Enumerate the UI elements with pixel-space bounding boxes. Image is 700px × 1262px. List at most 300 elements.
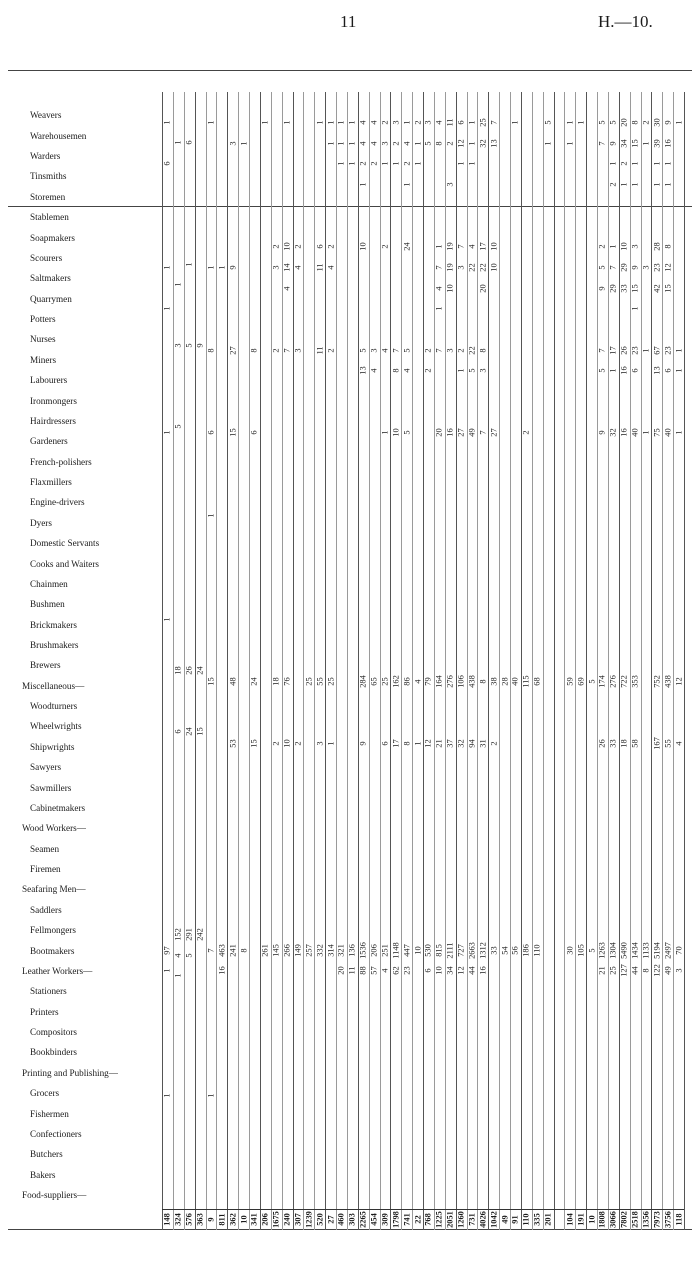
occupation-label: Wheelwrights — [30, 721, 82, 732]
table-cell-value: 1 — [336, 120, 346, 125]
table-cell-value: 2 — [641, 120, 651, 125]
table-top-rule — [8, 70, 692, 71]
table-cell-value: 1808 — [597, 1210, 607, 1228]
table-cell-value: 17 — [478, 242, 488, 251]
table-cell-value: 27 — [489, 428, 499, 438]
table-cell-value: 29 — [608, 283, 618, 293]
table-cell-value: 9 — [358, 741, 368, 746]
table-cell-value: 9 — [608, 141, 618, 146]
table-cell-value: 1 — [456, 368, 466, 373]
table-cell-value: 4026 — [478, 1210, 488, 1228]
table-cell-value: 2 — [271, 348, 281, 353]
table-cell-value: 27 — [456, 428, 466, 438]
table-cell-value: 1 — [162, 430, 172, 435]
column-rule — [673, 92, 674, 1230]
table-cell-value: 1 — [663, 182, 673, 187]
table-cell-value: 240 — [282, 1212, 292, 1226]
table-cell-value: 321 — [336, 943, 346, 957]
table-cell-value: 97 — [162, 945, 172, 955]
table-cell-value: 28 — [500, 677, 510, 686]
table-cell-value: 2 — [358, 161, 368, 166]
table-cell-value: 5490 — [619, 941, 629, 959]
table-cell-value: 8 — [630, 120, 640, 125]
occupation-label: Sawmillers — [30, 782, 72, 793]
column-rule — [423, 92, 424, 1230]
table-cell-value: 2518 — [630, 1210, 640, 1228]
table-cell-value: 40 — [630, 428, 640, 438]
table-cell-value: 7802 — [619, 1210, 629, 1228]
table-cell-value: 191 — [576, 1212, 586, 1226]
table-cell-value: 26 — [597, 739, 607, 748]
table-cell-value: 2 — [271, 244, 281, 249]
occupation-label: Brewers — [30, 660, 61, 671]
occupation-label: Stationers — [30, 986, 67, 997]
table-cell-value: 1 — [206, 265, 216, 270]
table-cell-value: 25 — [478, 118, 488, 127]
table-cell-value: 6 — [184, 140, 194, 145]
occupation-label: Potters — [30, 314, 56, 325]
table-cell-value: 110 — [521, 1213, 531, 1226]
table-cell-value: 324 — [173, 1213, 183, 1226]
table-cell-value: 7 — [206, 948, 216, 953]
column-rule — [684, 92, 685, 1230]
table-cell-value: 1 — [173, 140, 183, 145]
table-cell-value: 1 — [162, 265, 172, 270]
table-cell-value: 362 — [228, 1212, 238, 1226]
table-cell-value: 1 — [358, 182, 368, 187]
table-cell-value: 2 — [423, 368, 433, 373]
table-cell-value: 438 — [467, 674, 477, 688]
table-cell-value: 284 — [358, 674, 368, 688]
occupation-label: Butchers — [30, 1149, 63, 1160]
table-cell-value: 2 — [521, 430, 531, 435]
table-cell-value: 88 — [358, 966, 368, 976]
table-cell-value: 5 — [597, 265, 607, 270]
table-cell-value: 1 — [630, 306, 640, 311]
table-cell-value: 5 — [184, 953, 194, 958]
document-reference: H.—10. — [598, 12, 653, 31]
table-cell-value: 3 — [391, 120, 401, 125]
table-cell-value: 1 — [413, 741, 423, 746]
table-cell-value: 6 — [315, 244, 325, 249]
occupation-label: Fishermen — [30, 1108, 69, 1119]
table-cell-value: 20 — [619, 118, 629, 127]
table-cell-value: 21 — [434, 739, 444, 748]
table-cell-value: 1 — [391, 161, 401, 166]
table-cell-value: 1 — [413, 141, 423, 146]
table-cell-value: 106 — [456, 674, 466, 688]
table-cell-value: 10 — [445, 283, 455, 293]
table-cell-value: 2 — [402, 161, 412, 166]
table-cell-value: 9 — [663, 120, 673, 125]
table-cell-value: 1304 — [608, 941, 618, 959]
table-cell-value: 54 — [500, 945, 510, 955]
page-number: 11 — [340, 12, 357, 31]
table-cell-value: 1 — [674, 368, 684, 373]
table-cell-value: 27 — [228, 345, 238, 355]
table-cell-value: 2 — [326, 244, 336, 249]
table-cell-value: 206 — [260, 1212, 270, 1226]
table-cell-value: 2 — [608, 182, 618, 187]
category-label: Miscellaneous— — [22, 680, 85, 691]
table-cell-value: 12 — [674, 677, 684, 686]
table-cell-value: 5 — [423, 141, 433, 146]
table-cell-value: 16 — [217, 966, 227, 976]
occupation-label: Flaxmillers — [30, 477, 72, 488]
table-cell-value: 23 — [630, 345, 640, 355]
table-cell-value: 4 — [293, 265, 303, 270]
table-cell-value: 768 — [423, 1212, 433, 1226]
table-cell-value: 11 — [445, 118, 455, 127]
table-cell-value: 447 — [402, 943, 412, 957]
table-cell-value: 115 — [521, 675, 531, 688]
table-cell-value: 149 — [293, 943, 303, 957]
table-cell-value: 1356 — [641, 1210, 651, 1228]
table-cell-value: 6 — [423, 968, 433, 973]
data-grid — [162, 92, 684, 1230]
table-cell-value: 10 — [391, 428, 401, 438]
table-cell-value: 4 — [282, 285, 292, 291]
table-cell-value: 1 — [206, 1092, 216, 1098]
table-cell-value: 4 — [434, 120, 444, 125]
table-cell-value: 68 — [532, 677, 542, 686]
table-cell-value: 6 — [630, 368, 640, 373]
table-cell-value: 9 — [630, 265, 640, 270]
table-cell-value: 2 — [326, 348, 336, 353]
table-cell-value: 309 — [380, 1212, 390, 1226]
table-cell-value: 7973 — [652, 1210, 662, 1228]
table-cell-value: 18 — [173, 666, 183, 675]
occupation-label: Brickmakers — [30, 619, 77, 630]
table-cell-value: 454 — [369, 1212, 379, 1226]
table-cell-value: 1 — [380, 161, 390, 166]
occupation-label: Scourers — [30, 252, 63, 263]
table-cell-value: 48 — [228, 677, 238, 686]
table-cell-value: 1042 — [489, 1210, 499, 1228]
table-cell-value: 3 — [369, 348, 379, 353]
occupation-label: Hairdressers — [30, 415, 76, 426]
table-cell-value: 1 — [641, 141, 651, 146]
column-rule — [575, 92, 576, 1230]
table-cell-value: 5 — [543, 120, 553, 125]
table-cell-value: 8 — [402, 741, 412, 746]
table-cell-value: 1 — [184, 262, 194, 267]
table-cell-value: 460 — [336, 1212, 346, 1226]
occupation-label: Domestic Servants — [30, 538, 100, 549]
table-cell-value: 24 — [195, 666, 205, 675]
table-cell-value: 4 — [402, 141, 412, 146]
occupation-label: Saddlers — [30, 904, 62, 915]
table-cell-value: 1 — [608, 244, 618, 249]
occupation-label: Cooks and Waiters — [30, 558, 100, 569]
table-cell-value: 15 — [630, 139, 640, 148]
table-cell-value: 16 — [445, 428, 455, 438]
table-cell-value: 2265 — [358, 1210, 368, 1228]
table-cell-value: 3 — [445, 348, 455, 353]
table-cell-value: 22 — [413, 1214, 423, 1224]
table-cell-value: 10 — [239, 1214, 249, 1224]
table-cell-value: 1 — [206, 120, 216, 125]
category-label: Seafaring Men— — [22, 884, 86, 895]
table-cell-value: 57 — [369, 966, 379, 976]
table-cell-value: 25 — [380, 677, 390, 686]
table-cell-value: 2 — [619, 161, 629, 166]
occupation-label: Stablemen — [30, 212, 69, 223]
table-cell-value: 5 — [597, 120, 607, 125]
table-cell-value: 1 — [641, 348, 651, 353]
column-rule — [532, 92, 533, 1230]
table-cell-value: 18 — [619, 739, 629, 748]
table-cell-value: 8 — [206, 348, 216, 353]
table-cell-value: 1 — [510, 120, 520, 125]
table-cell-value: 741 — [402, 1212, 412, 1226]
table-cell-value: 2 — [369, 161, 379, 166]
table-cell-value: 1 — [162, 306, 172, 311]
table-cell-value: 32 — [456, 739, 466, 748]
table-cell-value: 2 — [391, 141, 401, 146]
table-cell-value: 1 — [630, 161, 640, 166]
table-cell-value: 241 — [228, 943, 238, 957]
table-cell-value: 3 — [641, 265, 651, 270]
table-cell-value: 122 — [652, 964, 662, 978]
table-cell-value: 1 — [347, 161, 357, 166]
table-cell-value: 19 — [445, 242, 455, 251]
table-cell-value: 266 — [282, 943, 292, 957]
occupation-label: Labourers — [30, 375, 68, 386]
table-cell-value: 37 — [445, 739, 455, 748]
table-cell-value: 15 — [630, 283, 640, 293]
table-cell-value: 1798 — [391, 1210, 401, 1228]
table-cell-value: 1 — [674, 348, 684, 353]
table-cell-value: 75 — [652, 428, 662, 438]
table-cell-value: 2 — [456, 348, 466, 353]
column-rule — [336, 92, 337, 1230]
table-cell-value: 1675 — [271, 1210, 281, 1228]
occupation-label: Storemen — [30, 191, 66, 202]
occupation-label: Dyers — [30, 517, 52, 528]
category-label: Printing and Publishing— — [22, 1067, 118, 1078]
table-cell-value: 8 — [391, 368, 401, 373]
table-cell-value: 55 — [315, 677, 325, 686]
table-cell-value: 10 — [282, 242, 292, 251]
table-cell-value: 4 — [173, 953, 183, 958]
table-cell-value: 731 — [467, 1212, 477, 1226]
table-cell-value: 7 — [478, 430, 488, 435]
table-cell-value: 9 — [206, 1217, 216, 1222]
table-cell-value: 1 — [162, 1092, 172, 1098]
table-cell-value: 251 — [380, 943, 390, 957]
column-rule — [303, 92, 304, 1230]
table-cell-value: 2663 — [467, 941, 477, 959]
table-cell-value: 7 — [391, 348, 401, 353]
table-cell-value: 1 — [173, 282, 183, 287]
table-cell-value: 276 — [608, 674, 618, 688]
table-cell-value: 7 — [597, 348, 607, 353]
table-cell-value: 576 — [184, 1213, 194, 1226]
table-cell-value: 20 — [434, 428, 444, 438]
table-cell-value: 1 — [467, 120, 477, 125]
table-cell-value: 1 — [380, 430, 390, 435]
occupation-label: Warehousemen — [30, 130, 87, 141]
table-cell-value: 69 — [576, 677, 586, 686]
table-cell-value: 53 — [228, 739, 238, 748]
occupation-label: Fellmongers — [30, 925, 76, 936]
table-cell-value: 8 — [434, 141, 444, 146]
table-cell-value: 1536 — [358, 941, 368, 959]
table-cell-value: 49 — [500, 1214, 510, 1224]
occupation-label: Bootmakers — [30, 945, 75, 956]
occupation-label: Confectioners — [30, 1128, 82, 1139]
table-cell-value: 21 — [597, 966, 607, 976]
column-rule — [347, 92, 348, 1230]
table-cell-value: 1260 — [456, 1210, 466, 1228]
table-cell-value: 1 — [576, 120, 586, 125]
table-cell-value: 811 — [217, 1213, 227, 1226]
table-cell-value: 15 — [228, 428, 238, 438]
table-cell-value: 1 — [315, 120, 325, 125]
table-cell-value: 3 — [456, 265, 466, 270]
table-cell-value: 67 — [652, 345, 662, 355]
table-cell-value: 10 — [282, 739, 292, 748]
table-cell-value: 5 — [402, 348, 412, 353]
table-cell-value: 1 — [652, 161, 662, 166]
table-cell-value: 1 — [282, 120, 292, 125]
table-cell-value: 276 — [445, 674, 455, 688]
table-cell-value: 3 — [630, 244, 640, 249]
column-rule — [238, 92, 239, 1230]
table-cell-value: 1 — [326, 741, 336, 746]
table-cell-value: 314 — [326, 943, 336, 957]
column-rule — [586, 92, 587, 1230]
table-cell-value: 1 — [336, 161, 346, 166]
table-cell-value: 23 — [652, 263, 662, 272]
table-cell-value: 5194 — [652, 941, 662, 959]
table-cell-value: 27 — [326, 1214, 336, 1224]
occupation-label: French-polishers — [30, 456, 92, 467]
table-cell-value: 2497 — [663, 941, 673, 959]
table-cell-value: 30 — [565, 945, 575, 955]
table-cell-value: 1 — [619, 182, 629, 187]
table-cell-value: 33 — [608, 739, 618, 748]
table-cell-value: 5 — [608, 120, 618, 125]
table-cell-value: 55 — [663, 739, 673, 748]
table-cell-value: 1 — [674, 430, 684, 435]
table-cell-value: 49 — [663, 966, 673, 976]
table-cell-value: 33 — [619, 283, 629, 293]
table-cell-value: 1312 — [478, 941, 488, 959]
table-cell-value: 14 — [282, 263, 292, 272]
table-cell-value: 2 — [271, 741, 281, 746]
table-cell-value: 62 — [391, 966, 401, 976]
table-cell-value: 5 — [467, 368, 477, 373]
table-cell-value: 7 — [434, 265, 444, 270]
column-rule — [369, 92, 370, 1230]
table-cell-value: 22 — [478, 263, 488, 272]
table-cell-value: 30 — [652, 118, 662, 127]
table-cell-value: 7 — [608, 265, 618, 270]
table-cell-value: 242 — [195, 928, 205, 942]
table-cell-value: 7 — [597, 141, 607, 146]
table-cell-value: 23 — [402, 966, 412, 976]
table-cell-value: 9 — [597, 430, 607, 435]
table-cell-value: 2 — [489, 741, 499, 746]
column-rule — [510, 92, 511, 1230]
category-label: Wood Workers— — [22, 823, 86, 834]
table-cell-value: 6 — [456, 120, 466, 125]
table-cell-value: 1 — [565, 120, 575, 125]
table-cell-value: 530 — [423, 943, 433, 957]
column-rule — [499, 92, 500, 1230]
occupation-label: Nurses — [30, 334, 56, 345]
table-cell-value: 56 — [510, 945, 520, 955]
table-cell-value: 1263 — [597, 941, 607, 959]
table-cell-value: 1 — [543, 141, 553, 146]
table-cell-value: 76 — [282, 677, 292, 686]
table-cell-value: 17 — [391, 739, 401, 748]
column-rule — [521, 92, 522, 1230]
table-cell-value: 201 — [543, 1212, 553, 1226]
table-cell-value: 3066 — [608, 1210, 618, 1228]
column-rule — [249, 92, 250, 1230]
table-cell-value: 44 — [467, 966, 477, 976]
table-cell-value: 12 — [456, 966, 466, 976]
column-rule — [390, 92, 391, 1230]
table-cell-value: 3756 — [663, 1210, 673, 1228]
table-cell-value: 24 — [402, 242, 412, 251]
table-cell-value: 4 — [380, 968, 390, 973]
table-cell-value: 94 — [467, 739, 477, 748]
column-rule — [380, 92, 381, 1230]
table-cell-value: 1 — [347, 120, 357, 125]
table-cell-value: 162 — [391, 674, 401, 688]
occupation-label: Shipwrights — [30, 741, 75, 752]
table-cell-value: 118 — [674, 1213, 684, 1226]
table-cell-value: 6 — [173, 729, 183, 734]
table-cell-value: 167 — [652, 736, 662, 750]
table-cell-value: 17 — [608, 345, 618, 355]
table-cell-value: 206 — [369, 943, 379, 957]
table-cell-value: 1 — [652, 182, 662, 187]
table-cell-value: 727 — [456, 943, 466, 957]
table-cell-value: 70 — [674, 945, 684, 955]
table-cell-value: 1 — [630, 182, 640, 187]
table-cell-value: 58 — [630, 739, 640, 748]
table-cell-value: 1 — [162, 617, 172, 622]
table-cell-value: 13 — [489, 139, 499, 148]
table-cell-value: 8 — [641, 968, 651, 973]
table-cell-value: 3 — [674, 968, 684, 973]
table-cell-value: 1 — [456, 161, 466, 166]
table-cell-value: 10 — [489, 263, 499, 272]
table-cell-value: 3 — [380, 141, 390, 146]
table-cell-value: 9 — [195, 343, 205, 348]
table-cell-value: 1 — [260, 120, 270, 125]
table-cell-value: 145 — [271, 943, 281, 957]
table-cell-value: 11 — [315, 346, 325, 355]
table-cell-value: 8 — [663, 244, 673, 249]
table-cell-value: 2 — [293, 741, 303, 746]
table-cell-value: 3 — [271, 265, 281, 270]
table-cell-value: 136 — [347, 943, 357, 957]
table-cell-value: 1 — [173, 973, 183, 978]
table-cell-value: 307 — [293, 1212, 303, 1226]
table-cell-value: 5 — [587, 948, 597, 953]
table-cell-value: 4 — [467, 244, 477, 249]
table-cell-value: 186 — [521, 943, 531, 957]
table-cell-value: 24 — [184, 727, 194, 736]
table-cell-value: 520 — [315, 1212, 325, 1226]
table-cell-value: 1 — [326, 120, 336, 125]
